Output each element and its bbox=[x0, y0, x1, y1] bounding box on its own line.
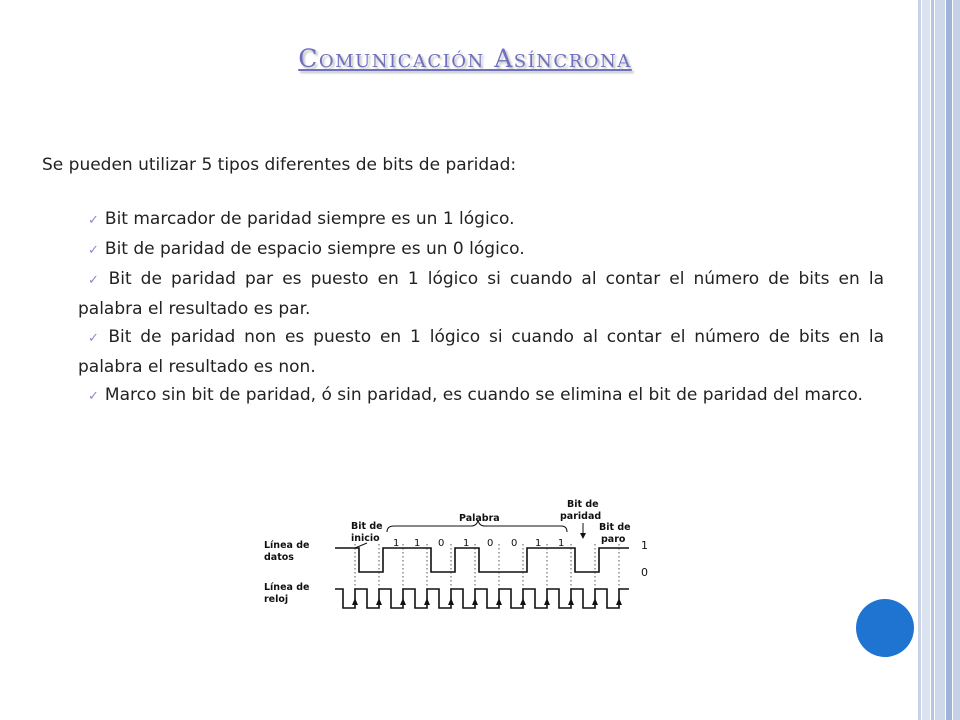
clock-edge-arrow-icon bbox=[400, 598, 406, 605]
checkmark-icon: ✓ bbox=[88, 273, 103, 288]
decorative-stripe bbox=[922, 0, 930, 720]
word-bit-label: 1 bbox=[393, 538, 400, 549]
bullet-text: Bit de paridad par es puesto en 1 lógico si cuando al contar el número de bits en la palabra el resultado es par. bbox=[78, 269, 884, 319]
clock-edge-arrow-icon bbox=[592, 598, 598, 605]
checkmark-icon: ✓ bbox=[88, 389, 99, 404]
data-line-label: Línea de bbox=[264, 540, 310, 551]
start-bit-label: Bit de bbox=[351, 521, 383, 532]
clock-edge-arrow-icon bbox=[568, 598, 574, 605]
decorative-stripe bbox=[931, 0, 934, 720]
bullet-text: Bit marcador de paridad siempre es un 1 lógico. bbox=[104, 209, 515, 229]
word-bit-label: 1 bbox=[558, 538, 565, 549]
decorative-stripe bbox=[935, 0, 945, 720]
start-bit-label: inicio bbox=[351, 533, 380, 544]
async-timing-diagram bbox=[255, 492, 657, 620]
clock-edge-arrow-icon bbox=[544, 598, 550, 605]
bullet-item bbox=[78, 235, 884, 265]
parity-bit-label: paridad bbox=[560, 511, 602, 522]
bullet-item bbox=[78, 323, 884, 381]
slide-title: Comunicación Asíncrona bbox=[298, 44, 632, 73]
clock-edge-arrow-icon bbox=[448, 598, 454, 605]
word-bit-label: 0 bbox=[487, 538, 494, 549]
parity-arrow-icon bbox=[580, 533, 586, 539]
decorative-stripe bbox=[953, 0, 960, 720]
word-bit-label: 1 bbox=[414, 538, 421, 549]
decorative-stripe bbox=[918, 0, 921, 720]
clock-edge-arrow-icon bbox=[520, 598, 526, 605]
clock-edge-arrow-icon bbox=[616, 598, 622, 605]
bullet-text: Bit de paridad non es puesto en 1 lógico si cuando al contar el número de bits en la palabra el resultado es non. bbox=[78, 327, 884, 377]
parity-bit-label: Bit de bbox=[567, 499, 599, 510]
decorative-circle bbox=[856, 599, 914, 657]
word-label: Palabra bbox=[459, 513, 500, 524]
word-bit-label: 1 bbox=[535, 538, 542, 549]
clock-edge-arrow-icon bbox=[424, 598, 430, 605]
clock-line-label: Línea de bbox=[264, 582, 310, 593]
bullet-item bbox=[78, 205, 884, 235]
clock-edge-arrow-icon bbox=[496, 598, 502, 605]
low-level-label: 0 bbox=[641, 566, 648, 579]
intro-text: Se pueden utilizar 5 tipos diferentes de bits de paridad: bbox=[42, 155, 517, 175]
decorative-stripe bbox=[946, 0, 952, 720]
bullet-item bbox=[78, 265, 884, 323]
clock-edge-arrow-icon bbox=[376, 598, 382, 605]
bullet-text: Bit de paridad de espacio siempre es un 0 lógico. bbox=[104, 239, 525, 259]
word-bit-label: 1 bbox=[463, 538, 470, 549]
parity-bullet-list bbox=[78, 205, 884, 411]
word-bit-label: 0 bbox=[511, 538, 518, 549]
checkmark-icon: ✓ bbox=[88, 331, 103, 346]
data-line-label: datos bbox=[264, 552, 294, 563]
bullet-item bbox=[78, 381, 884, 411]
clock-edge-arrow-icon bbox=[472, 598, 478, 605]
clock-line-label: reloj bbox=[264, 594, 289, 605]
word-bit-label: 0 bbox=[438, 538, 445, 549]
bullet-text: Marco sin bit de paridad, ó sin paridad, es cuando se elimina el bit de paridad del marco. bbox=[104, 385, 863, 405]
stop-bit-label: paro bbox=[601, 534, 626, 545]
clock-edge-arrow-icon bbox=[352, 598, 358, 605]
checkmark-icon: ✓ bbox=[88, 213, 99, 228]
high-level-label: 1 bbox=[641, 539, 648, 552]
stop-bit-label: Bit de bbox=[599, 522, 631, 533]
checkmark-icon: ✓ bbox=[88, 243, 99, 258]
